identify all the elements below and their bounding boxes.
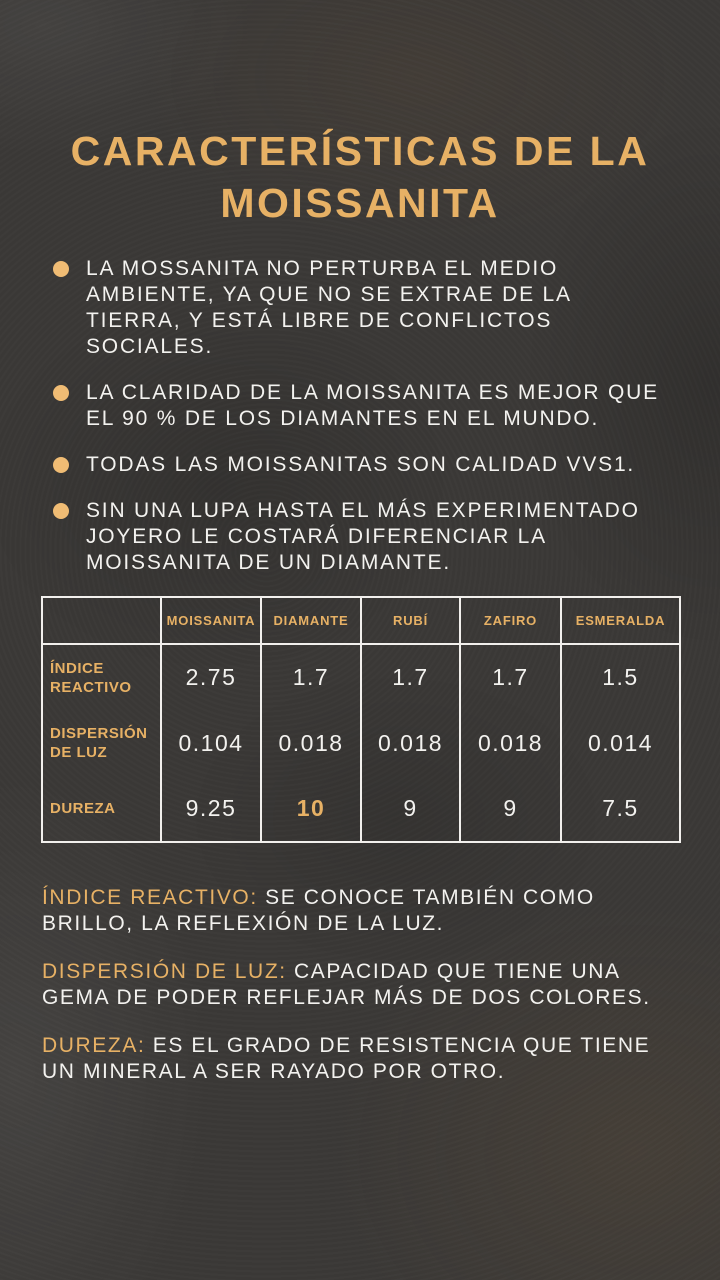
header-cell-rubi: RUBÍ [361,597,460,644]
bullet-dot-icon [53,385,69,401]
definition-indice-reactivo [42,885,680,937]
table-cell: 0.018 [261,710,361,776]
feature-bullet-list [53,256,720,576]
definition-text: ES EL GRADO DE RESISTENCIA QUE TIENE UN MINERAL A SER RAYADO POR OTRO. [42,1034,651,1083]
table-body [42,644,680,842]
gem-comparison-table [41,596,681,843]
table-cell: 0.018 [361,710,460,776]
header-cell-moissanita: MOISSANITA [161,597,261,644]
definition-dispersion-de-luz [42,959,680,1011]
bullet-text: TODAS LAS MOISSANITAS SON CALIDAD VVS1. [86,453,636,476]
page-title: CARACTERÍSTICAS DE LA MOISSANITA [70,128,650,226]
definitions-section [42,885,680,1085]
table-cell: 1.5 [561,644,680,710]
header-cell-zafiro: ZAFIRO [460,597,561,644]
table-header-row [42,597,680,644]
definition-text: SE CONOCE TAMBIÉN COMO BRILLO, LA REFLEXIÓN DE LA LUZ. [42,886,595,935]
definition-dureza [42,1033,680,1085]
table-cell: 9 [361,776,460,842]
header-cell-empty [42,597,161,644]
definition-term: DISPERSIÓN DE LUZ: [42,960,287,983]
row-label: DUREZA [42,776,161,842]
bullet-text: LA CLARIDAD DE LA MOISSANITA ES MEJOR QUE EL 90 % DE LOS DIAMANTES EN EL MUNDO. [86,381,659,430]
row-label: DISPERSIÓN DE LUZ [42,710,161,776]
row-label: ÍNDICE REACTIVO [42,644,161,710]
infographic-root [0,125,720,1280]
table-row [42,710,680,776]
list-item [53,380,720,432]
table-cell: 0.014 [561,710,680,776]
table-cell: 1.7 [261,644,361,710]
bullet-dot-icon [53,503,69,519]
table-cell: 9 [460,776,561,842]
header-cell-diamante: DIAMANTE [261,597,361,644]
header-cell-esmeralda: ESMERALDA [561,597,680,644]
list-item [53,498,720,576]
table-header [42,597,680,644]
definition-text: CAPACIDAD QUE TIENE UNA GEMA DE PODER REFLEJAR MÁS DE DOS COLORES. [42,960,651,1009]
list-item [53,256,720,360]
definition-term: DUREZA: [42,1034,146,1057]
table-cell-highlight: 10 [261,776,361,842]
bullet-dot-icon [53,261,69,277]
table-cell: 9.25 [161,776,261,842]
table-row [42,776,680,842]
definition-term: ÍNDICE REACTIVO: [42,886,258,909]
bullet-text: SIN UNA LUPA HASTA EL MÁS EXPERIMENTADO JOYERO LE COSTARÁ DIFERENCIAR LA MOISSANITA DE UN DIAMANTE. [86,499,640,574]
table-cell: 2.75 [161,644,261,710]
bullet-dot-icon [53,457,69,473]
table-cell: 7.5 [561,776,680,842]
table-cell: 1.7 [361,644,460,710]
list-item [53,452,720,478]
table-cell: 0.018 [460,710,561,776]
table-row [42,644,680,710]
table-cell: 1.7 [460,644,561,710]
bullet-text: LA MOSSANITA NO PERTURBA EL MEDIO AMBIENTE, YA QUE NO SE EXTRAE DE LA TIERRA, Y ESTÁ LIBRE DE CONFLICTOS SOCIALES. [86,257,571,358]
table-cell: 0.104 [161,710,261,776]
